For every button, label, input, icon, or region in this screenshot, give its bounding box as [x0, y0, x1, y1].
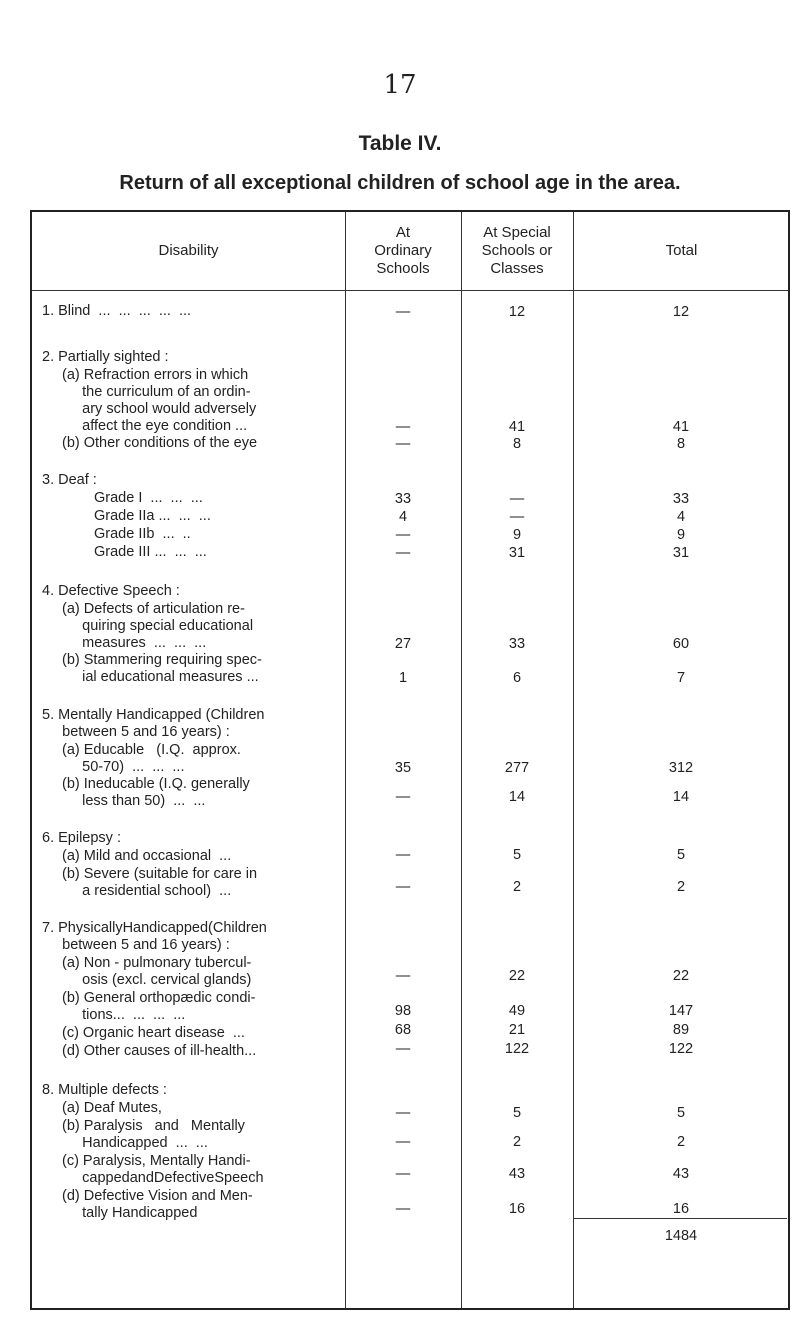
label-other-causes: (d) Other causes of ill-health... — [62, 1043, 257, 1059]
label-mild-epilepsy: (a) Mild and occasional ... — [62, 848, 232, 864]
label-vision-mental: (d) Defective Vision and Men- tally Handicapped — [62, 1188, 253, 1221]
table-title: Table IV. — [358, 132, 442, 155]
cell-total: 7 — [676, 670, 686, 686]
cell-special: 41 — [508, 419, 526, 435]
header-divider — [32, 290, 788, 291]
header-disability: Disability — [158, 242, 219, 259]
label-physically-handicapped: 7. PhysicallyHandicapped(Children between 5 and 16 years) : — [42, 920, 267, 953]
cell-ordinary: — — [395, 527, 411, 543]
cell-ordinary: — — [395, 436, 411, 452]
cell-special: 2 — [512, 879, 522, 895]
cell-ordinary: — — [395, 1166, 411, 1182]
cell-special: 49 — [508, 1003, 526, 1019]
label-grade-iib: Grade IIb ... .. — [94, 526, 191, 542]
label-grade-iia: Grade IIa ... ... ... — [94, 508, 211, 524]
cell-special: 31 — [508, 545, 526, 561]
total-rule — [573, 1218, 787, 1219]
cell-ordinary: 33 — [394, 491, 412, 507]
label-deaf-mutes: (a) Deaf Mutes, — [62, 1100, 162, 1116]
cell-special: 22 — [508, 968, 526, 984]
cell-special: 43 — [508, 1166, 526, 1182]
cell-ordinary: 27 — [394, 636, 412, 652]
cell-special: 122 — [504, 1041, 530, 1057]
column-divider — [345, 212, 346, 1308]
cell-special: 277 — [504, 760, 530, 776]
label-grade-iii: Grade III ... ... ... — [94, 544, 207, 560]
cell-ordinary: — — [395, 847, 411, 863]
cell-special: 16 — [508, 1201, 526, 1217]
cell-total: 60 — [672, 636, 690, 652]
table-subtitle: Return of all exceptional children of school age in the area. — [119, 172, 681, 194]
disability-table — [30, 210, 790, 1310]
cell-special: 12 — [508, 304, 526, 320]
cell-total: 5 — [676, 847, 686, 863]
cell-total: 312 — [668, 760, 694, 776]
cell-total: 147 — [668, 1003, 694, 1019]
cell-special: 6 — [512, 670, 522, 686]
label-articulation: (a) Defects of articulation re- quiring special educational measures ... ... ... — [62, 601, 254, 651]
cell-ordinary: 98 — [394, 1003, 412, 1019]
cell-special: 2 — [512, 1134, 522, 1150]
cell-total: 2 — [676, 879, 686, 895]
column-divider — [461, 212, 462, 1308]
cell-total: 4 — [676, 509, 686, 525]
label-educable: (a) Educable (I.Q. approx. 50-70) ... ... ... — [62, 742, 241, 775]
cell-special: — — [509, 509, 525, 525]
cell-total: 12 — [672, 304, 690, 320]
label-deaf: 3. Deaf : — [42, 472, 97, 488]
cell-special: 14 — [508, 789, 526, 805]
cell-total: 16 — [672, 1201, 690, 1217]
label-blind: 1. Blind ... ... ... ... ... — [42, 303, 192, 319]
grand-total: 1484 — [664, 1228, 698, 1244]
cell-total: 8 — [676, 436, 686, 452]
cell-special: 21 — [508, 1022, 526, 1038]
label-paralysis-speech: (c) Paralysis, Mentally Handi- cappedandDefectiveSpeech — [62, 1153, 264, 1186]
label-mentally-handicapped: 5. Mentally Handicapped (Children between 5 and 16 years) : — [42, 707, 265, 740]
label-stammering: (b) Stammering requiring spec- ial educational measures ... — [62, 652, 262, 685]
cell-total: 2 — [676, 1134, 686, 1150]
cell-ordinary: — — [395, 879, 411, 895]
column-divider — [573, 212, 574, 1308]
cell-special: 33 — [508, 636, 526, 652]
cell-total: 31 — [672, 545, 690, 561]
cell-special: — — [509, 491, 525, 507]
cell-total: 5 — [676, 1105, 686, 1121]
cell-total: 33 — [672, 491, 690, 507]
label-refraction-errors: (a) Refraction errors in which the curriculum of an ordin- ary school would adversely affect the eye condition ... — [62, 367, 257, 434]
cell-special: 5 — [512, 1105, 522, 1121]
cell-total: 22 — [672, 968, 690, 984]
cell-ordinary: — — [395, 1134, 411, 1150]
cell-ordinary: — — [395, 968, 411, 984]
header-ordinary-schools: At Ordinary Schools — [374, 224, 432, 277]
cell-ordinary: 35 — [394, 760, 412, 776]
label-multiple-defects: 8. Multiple defects : — [42, 1082, 167, 1098]
label-organic-heart: (c) Organic heart disease ... — [62, 1025, 245, 1041]
cell-ordinary: — — [395, 304, 411, 320]
cell-ordinary: — — [395, 419, 411, 435]
cell-special: 9 — [512, 527, 522, 543]
cell-total: 41 — [672, 419, 690, 435]
label-grade-i: Grade I ... ... ... — [94, 490, 203, 506]
label-non-pulmonary-tb: (a) Non - pulmonary tubercul- osis (excl. cervical glands) — [62, 955, 252, 988]
cell-ordinary: — — [395, 545, 411, 561]
label-severe-epilepsy: (b) Severe (suitable for care in a residential school) ... — [62, 866, 258, 899]
cell-total: 14 — [672, 789, 690, 805]
cell-ordinary: 4 — [398, 509, 408, 525]
cell-ordinary: 1 — [398, 670, 408, 686]
cell-ordinary: 68 — [394, 1022, 412, 1038]
cell-ordinary: — — [395, 1041, 411, 1057]
cell-ordinary: — — [395, 789, 411, 805]
cell-total: 43 — [672, 1166, 690, 1182]
cell-total: 122 — [668, 1041, 694, 1057]
label-defective-speech: 4. Defective Speech : — [42, 583, 180, 599]
label-orthopaedic: (b) General orthopædic condi- tions... ... ... ... — [62, 990, 256, 1023]
label-other-eye: (b) Other conditions of the eye — [62, 435, 258, 451]
header-special-schools: At Special Schools or Classes — [481, 224, 553, 277]
page-number: 17 — [383, 70, 417, 100]
cell-special: 8 — [512, 436, 522, 452]
label-epilepsy: 6. Epilepsy : — [42, 830, 121, 846]
cell-total: 9 — [676, 527, 686, 543]
header-total: Total — [665, 242, 698, 259]
label-ineducable: (b) Ineducable (I.Q. generally less than 50) ... ... — [62, 776, 250, 809]
cell-special: 5 — [512, 847, 522, 863]
cell-total: 89 — [672, 1022, 690, 1038]
label-paralysis-mental: (b) Paralysis and Mentally Handicapped ... ... — [62, 1118, 245, 1151]
label-partially-sighted: 2. Partially sighted : — [42, 349, 169, 365]
cell-ordinary: — — [395, 1105, 411, 1121]
cell-ordinary: — — [395, 1201, 411, 1217]
